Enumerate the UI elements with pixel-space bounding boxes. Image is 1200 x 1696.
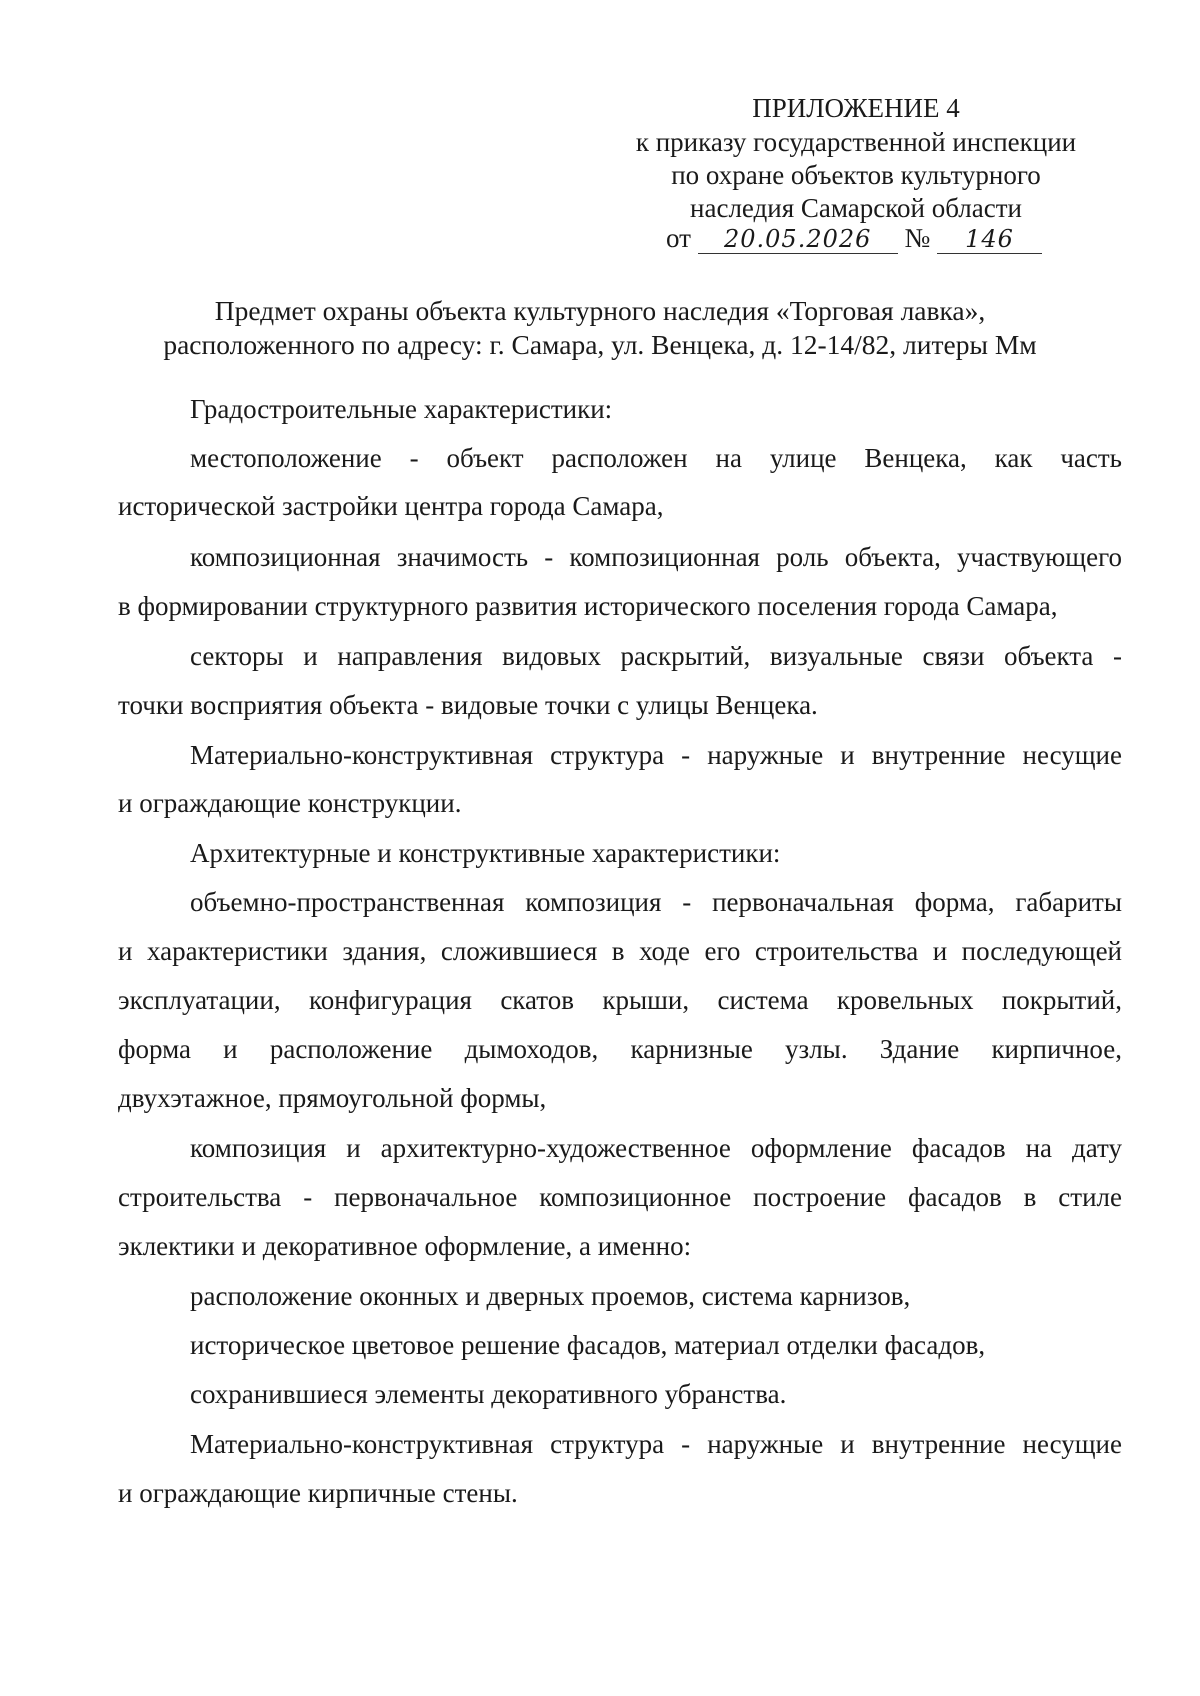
paragraph-facades-line-3: эклектики и декоративное оформление, а именно: — [118, 1231, 692, 1261]
item-colors: историческое цветовое решение фасадов, материал отделки фасадов, — [190, 1330, 986, 1360]
appendix-line-protection: по охране объектов культурного — [671, 160, 1041, 190]
paragraph-walls-line-2: и ограждающие кирпичные стены. — [118, 1478, 518, 1508]
appendix-line-region: наследия Самарской области — [690, 193, 1022, 223]
document-title-line-1: Предмет охраны объекта культурного наследия «Торговая лавка», — [214, 295, 986, 326]
paragraph-volume-line-1: объемно-пространственная композиция - первоначальная форма, габариты — [190, 887, 1122, 917]
handwritten-date: 20.05.2026 — [698, 225, 898, 254]
date-prefix: от — [666, 223, 691, 253]
date-number-line — [666, 222, 1042, 254]
paragraph-material-line-2: и ограждающие конструкции. — [118, 788, 462, 818]
paragraph-volume-line-5: двухэтажное, прямоугольной формы, — [118, 1083, 547, 1113]
paragraph-facades-line-2: строительства - первоначальное композиционное построение фасадов в стиле — [118, 1182, 1122, 1212]
item-openings: расположение оконных и дверных проемов, система карнизов, — [190, 1281, 911, 1311]
paragraph-facades-line-1: композиция и архитектурно-художественное оформление фасадов на дату — [190, 1133, 1122, 1163]
handwritten-number: 146 — [937, 225, 1042, 254]
paragraph-composition-line-1: композиционная значимость - композиционная роль объекта, участвующего — [190, 542, 1122, 572]
section-heading-urban: Градостроительные характеристики: — [190, 394, 613, 424]
appendix-heading: ПРИЛОЖЕНИЕ 4 — [752, 93, 960, 123]
paragraph-volume-line-3: эксплуатации, конфигурация скатов крыши, система кровельных покрытий, — [118, 985, 1122, 1015]
paragraph-material-line-1: Материально-конструктивная структура - наружные и внутренние несущие — [190, 740, 1122, 770]
paragraph-location-line-1: местоположение - объект расположен на улице Венцека, как часть — [190, 443, 1122, 473]
paragraph-walls-line-1: Материально-конструктивная структура - наружные и внутренние несущие — [190, 1429, 1122, 1459]
section-heading-architecture: Архитектурные и конструктивные характеристики: — [190, 838, 781, 868]
paragraph-location-line-2: исторической застройки центра города Самара, — [118, 491, 664, 521]
appendix-line-order: к приказу государственной инспекции — [635, 127, 1077, 157]
paragraph-volume-line-2: и характеристики здания, сложившиеся в ходе его строительства и последующей — [118, 936, 1122, 966]
document-title-line-2: расположенного по адресу: г. Самара, ул. Венцека, д. 12-14/82, литеры Мм — [163, 329, 1037, 360]
item-decor: сохранившиеся элементы декоративного убранства. — [190, 1379, 787, 1409]
paragraph-volume-line-4: форма и расположение дымоходов, карнизные узлы. Здание кирпичное, — [118, 1034, 1122, 1064]
paragraph-views-line-1: секторы и направления видовых раскрытий, визуальные связи объекта - — [190, 641, 1122, 671]
number-prefix: № — [904, 223, 931, 253]
paragraph-composition-line-2: в формировании структурного развития исторического поселения города Самара, — [118, 591, 1058, 621]
paragraph-views-line-2: точки восприятия объекта - видовые точки с улицы Венцека. — [118, 690, 818, 720]
